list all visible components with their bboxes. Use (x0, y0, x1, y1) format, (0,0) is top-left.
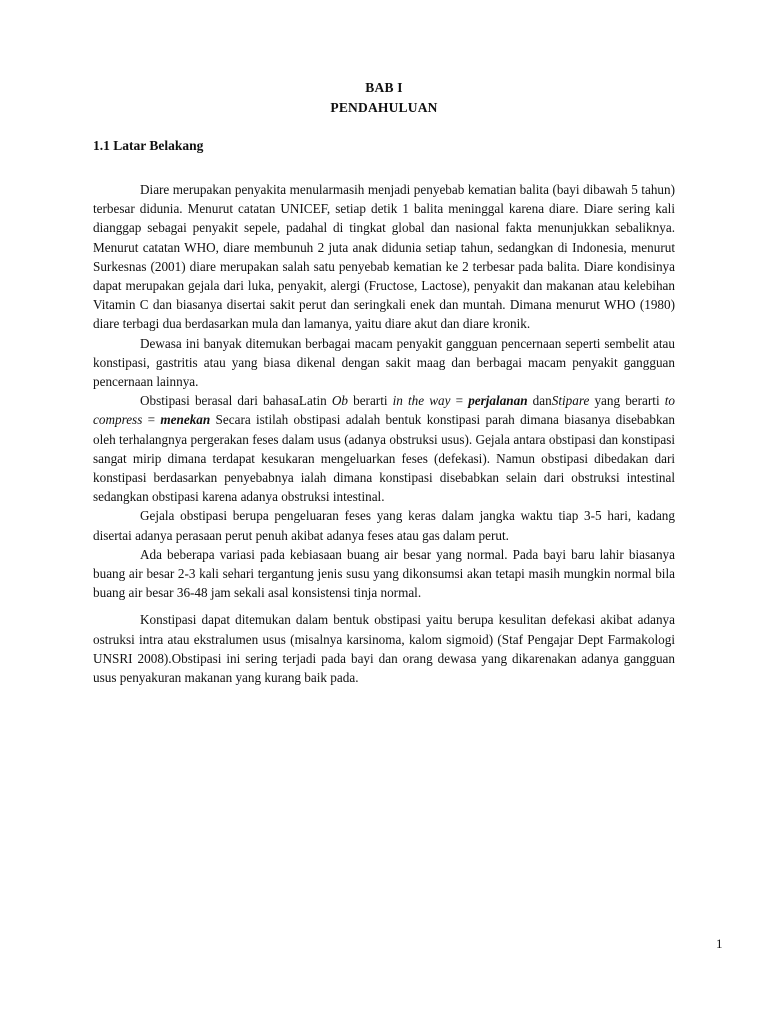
term-menekan: menekan (160, 412, 211, 428)
paragraph-2: Dewasa ini banyak ditemukan berbagai macam penyakit gangguan pencernaan seperti sembelit atau konstipasi, gastritis atau yang biasa dikenal dengan sakit maag dan berbagai macam penyakit gangguan pencernaan lainnya. (93, 335, 675, 390)
p3-dan: dan (527, 393, 552, 409)
term-in-the-way: in the way (392, 393, 451, 409)
document-body (93, 180, 675, 687)
page-number: 1 (716, 936, 723, 951)
chapter-number: BAB I (365, 80, 403, 95)
term-to-compress: to compress (93, 393, 676, 428)
paragraph-6: Konstipasi dapat ditemukan dalam bentuk obstipasi yaitu berupa kesulitan defekasi akibat adanya ostruksi intra atau ekstralumen usus (misalnya karsinoma, kalom sigmoid) (Staf Pengajar Dept Farmakologi UNSRI 2008).Obstipasi ini sering terjadi pada bayi dan orang dewasa yang dikarenakan adanya gangguan usus penyakuran makanan yang kurang baik pada. (93, 612, 675, 686)
paragraph-4: Gejala obstipasi berupa pengeluaran feses yang keras dalam jangka waktu tiap 3-5 hari, kadang disertai adanya perasaan perut penuh akibat adanya feses atau gas dalam perut. (93, 508, 675, 543)
p3-berarti-2: yang berarti (589, 393, 665, 409)
p3-rest: Secara istilah obstipasi adalah bentuk konstipasi parah dimana biasanya disebabkan oleh terhalangnya pergerakan feses dalam usus (adanya obstruksi usus). Gejala antara obstipasi dan konstipasi sangat mirip dimana terdapat kesukaran mengeluarkan feses (defekasi). Namun obstipasi dibedakan dari konstipasi berdasarkan penyebabnya ialah dimana konstipasi disebabkan selain dari obstruksi intestinal sedangkan obstipasi karena adanya obstruksi intestinal. (93, 412, 675, 505)
p3-equals-2: = (142, 412, 161, 428)
p3-intro: Obstipasi berasal dari bahasaLatin (140, 393, 332, 409)
section-heading: 1.1 Latar Belakang (93, 138, 204, 153)
p3-berarti-1: berarti (347, 393, 393, 409)
p3-equals-1: = (450, 393, 469, 409)
paragraph-1: Diare merupakan penyakita menularmasih menjadi penyebab kematian balita (bayi dibawah 5 tahun) terbesar didunia. Menurut catatan UNICEF, setiap detik 1 balita meninggal karena diare. Diare sering kali dianggap sebagai penyakit sepele, padahal di tingkat global dan nasional fakta menunjukkan sebaliknya. Menurut catatan WHO, diare membunuh 2 juta anak didunia setiap tahun, sedangkan di Indonesia, menurut Surkesnas (2001) diare merupakan salah satu penyebab kematian ke 2 terbesar pada balita. Diare kondisinya dapat merupakan gejala dari luka, penyakit, alergi (Fructose, Lactose), penyakit dan makanan atau kelebihan Vitamin C dan biasanya disertai sakit perut dan seringkali enek dan muntah. Dimana menurut WHO (1980) diare terbagi dua berdasarkan mula dan lamanya, yaitu diare akut dan diare kronik. (93, 182, 675, 332)
term-stipare: Stipare (551, 393, 590, 409)
paragraph-3 (93, 391, 675, 506)
paragraph-5: Ada beberapa variasi pada kebiasaan buang air besar yang normal. Pada bayi baru lahir biasanya buang air besar 2-3 kali sehari tergantung jenis susu yang dikonsumsi akan tetapi masih mungkin normal bila buang air besar 36-48 jam sekali asal konsistensi tinja normal. (93, 546, 675, 601)
chapter-title: PENDAHULUAN (330, 100, 438, 115)
term-perjalanan: perjalanan (468, 393, 528, 409)
term-ob: Ob (331, 393, 348, 409)
